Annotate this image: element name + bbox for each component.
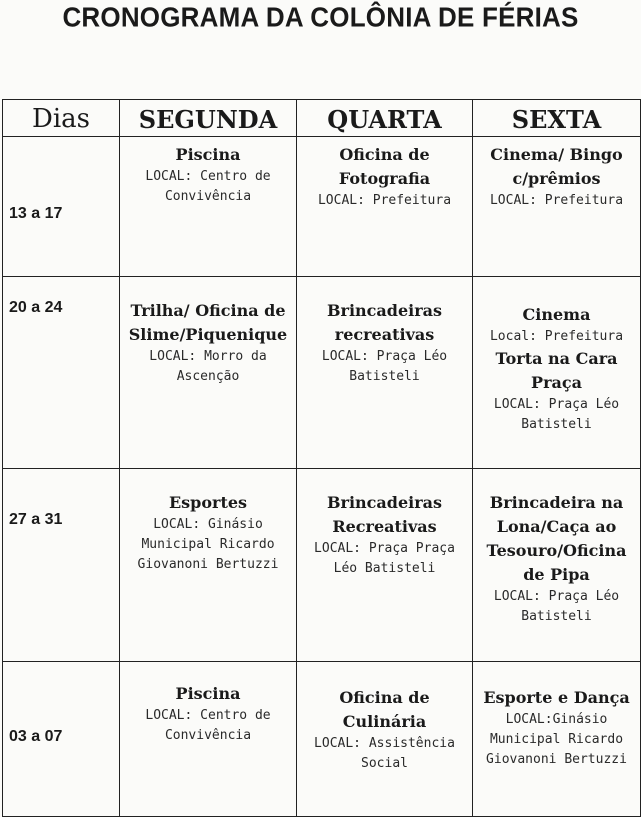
schedule-table (2, 99, 641, 817)
activity-title: Piscina (175, 145, 241, 164)
table-row (3, 137, 641, 277)
table-row (3, 662, 641, 817)
activity-local: LOCAL: Ginásio Municipal Ricardo Giovanoni Bertuzzi (137, 517, 279, 572)
header-sexta: SEXTA (473, 100, 641, 137)
quarta-cell (297, 469, 473, 662)
header-dias: Dias (3, 100, 120, 137)
sexta-cell (473, 469, 641, 662)
quarta-cell (297, 277, 473, 469)
activity-local: LOCAL: Praça Praça Léo Batisteli (314, 541, 455, 576)
activity-title: Trilha/ Oficina de Slime/Piquenique (128, 301, 288, 344)
activity-title: Cinema/ Bingo c/prêmios (490, 145, 623, 188)
activity-local: LOCAL: Praça Léo Batisteli (493, 589, 620, 624)
activity-local: LOCAL:Ginásio Municipal Ricardo Giovanoni Bertuzzi (486, 712, 627, 767)
activity-title: Brincadeiras Recreativas (326, 493, 443, 536)
header-row (3, 100, 641, 137)
activity-title: Esportes (168, 493, 248, 512)
activity-title: Brincadeiras recreativas (326, 301, 443, 344)
activity-title: Torta na Cara Praça (495, 349, 618, 392)
quarta-cell (297, 137, 473, 277)
days-cell (3, 469, 120, 662)
activity-local: LOCAL: Centro de Convivência (145, 169, 271, 204)
activity-local: LOCAL: Assistência Social (314, 736, 455, 771)
activity-local: LOCAL: Prefeitura (489, 193, 624, 208)
activity-title: Cinema (522, 305, 591, 324)
activity-local: LOCAL: Praça Léo Batisteli (493, 397, 620, 432)
days-label: 20 a 24 (9, 299, 63, 316)
header-segunda: SEGUNDA (120, 100, 297, 137)
sexta-cell (473, 662, 641, 817)
activity-title: Oficina de Culinária (339, 688, 430, 731)
days-label: 13 a 17 (9, 205, 63, 222)
quarta-cell (297, 662, 473, 817)
days-label: 27 a 31 (9, 511, 63, 528)
sexta-cell (473, 137, 641, 277)
activity-title: Brincadeira na Lona/Caça ao Tesouro/Oficina de Pipa (486, 493, 627, 584)
table-row (3, 469, 641, 662)
activity-title: Piscina (175, 684, 241, 703)
days-cell (3, 662, 120, 817)
days-label: 03 a 07 (9, 728, 63, 745)
segunda-cell (120, 137, 297, 277)
segunda-cell (120, 469, 297, 662)
header-quarta: QUARTA (297, 100, 473, 137)
activity-local: Local: Prefeitura (489, 329, 624, 344)
activity-local: LOCAL: Prefeitura (317, 193, 452, 208)
table-row (3, 277, 641, 469)
segunda-cell (120, 662, 297, 817)
segunda-cell (120, 277, 297, 469)
days-cell (3, 277, 120, 469)
activity-title: Oficina de Fotografia (338, 145, 431, 188)
activity-local: LOCAL: Centro de Convivência (145, 708, 271, 743)
page-title: CRONOGRAMA DA COLÔNIA DE FÉRIAS (62, 1, 579, 33)
activity-local: LOCAL: Morro da Ascenção (149, 349, 267, 384)
days-cell (3, 137, 120, 277)
activity-title: Esporte e Dança (483, 688, 630, 707)
sexta-cell (473, 277, 641, 469)
activity-local: LOCAL: Praça Léo Batisteli (321, 349, 448, 384)
